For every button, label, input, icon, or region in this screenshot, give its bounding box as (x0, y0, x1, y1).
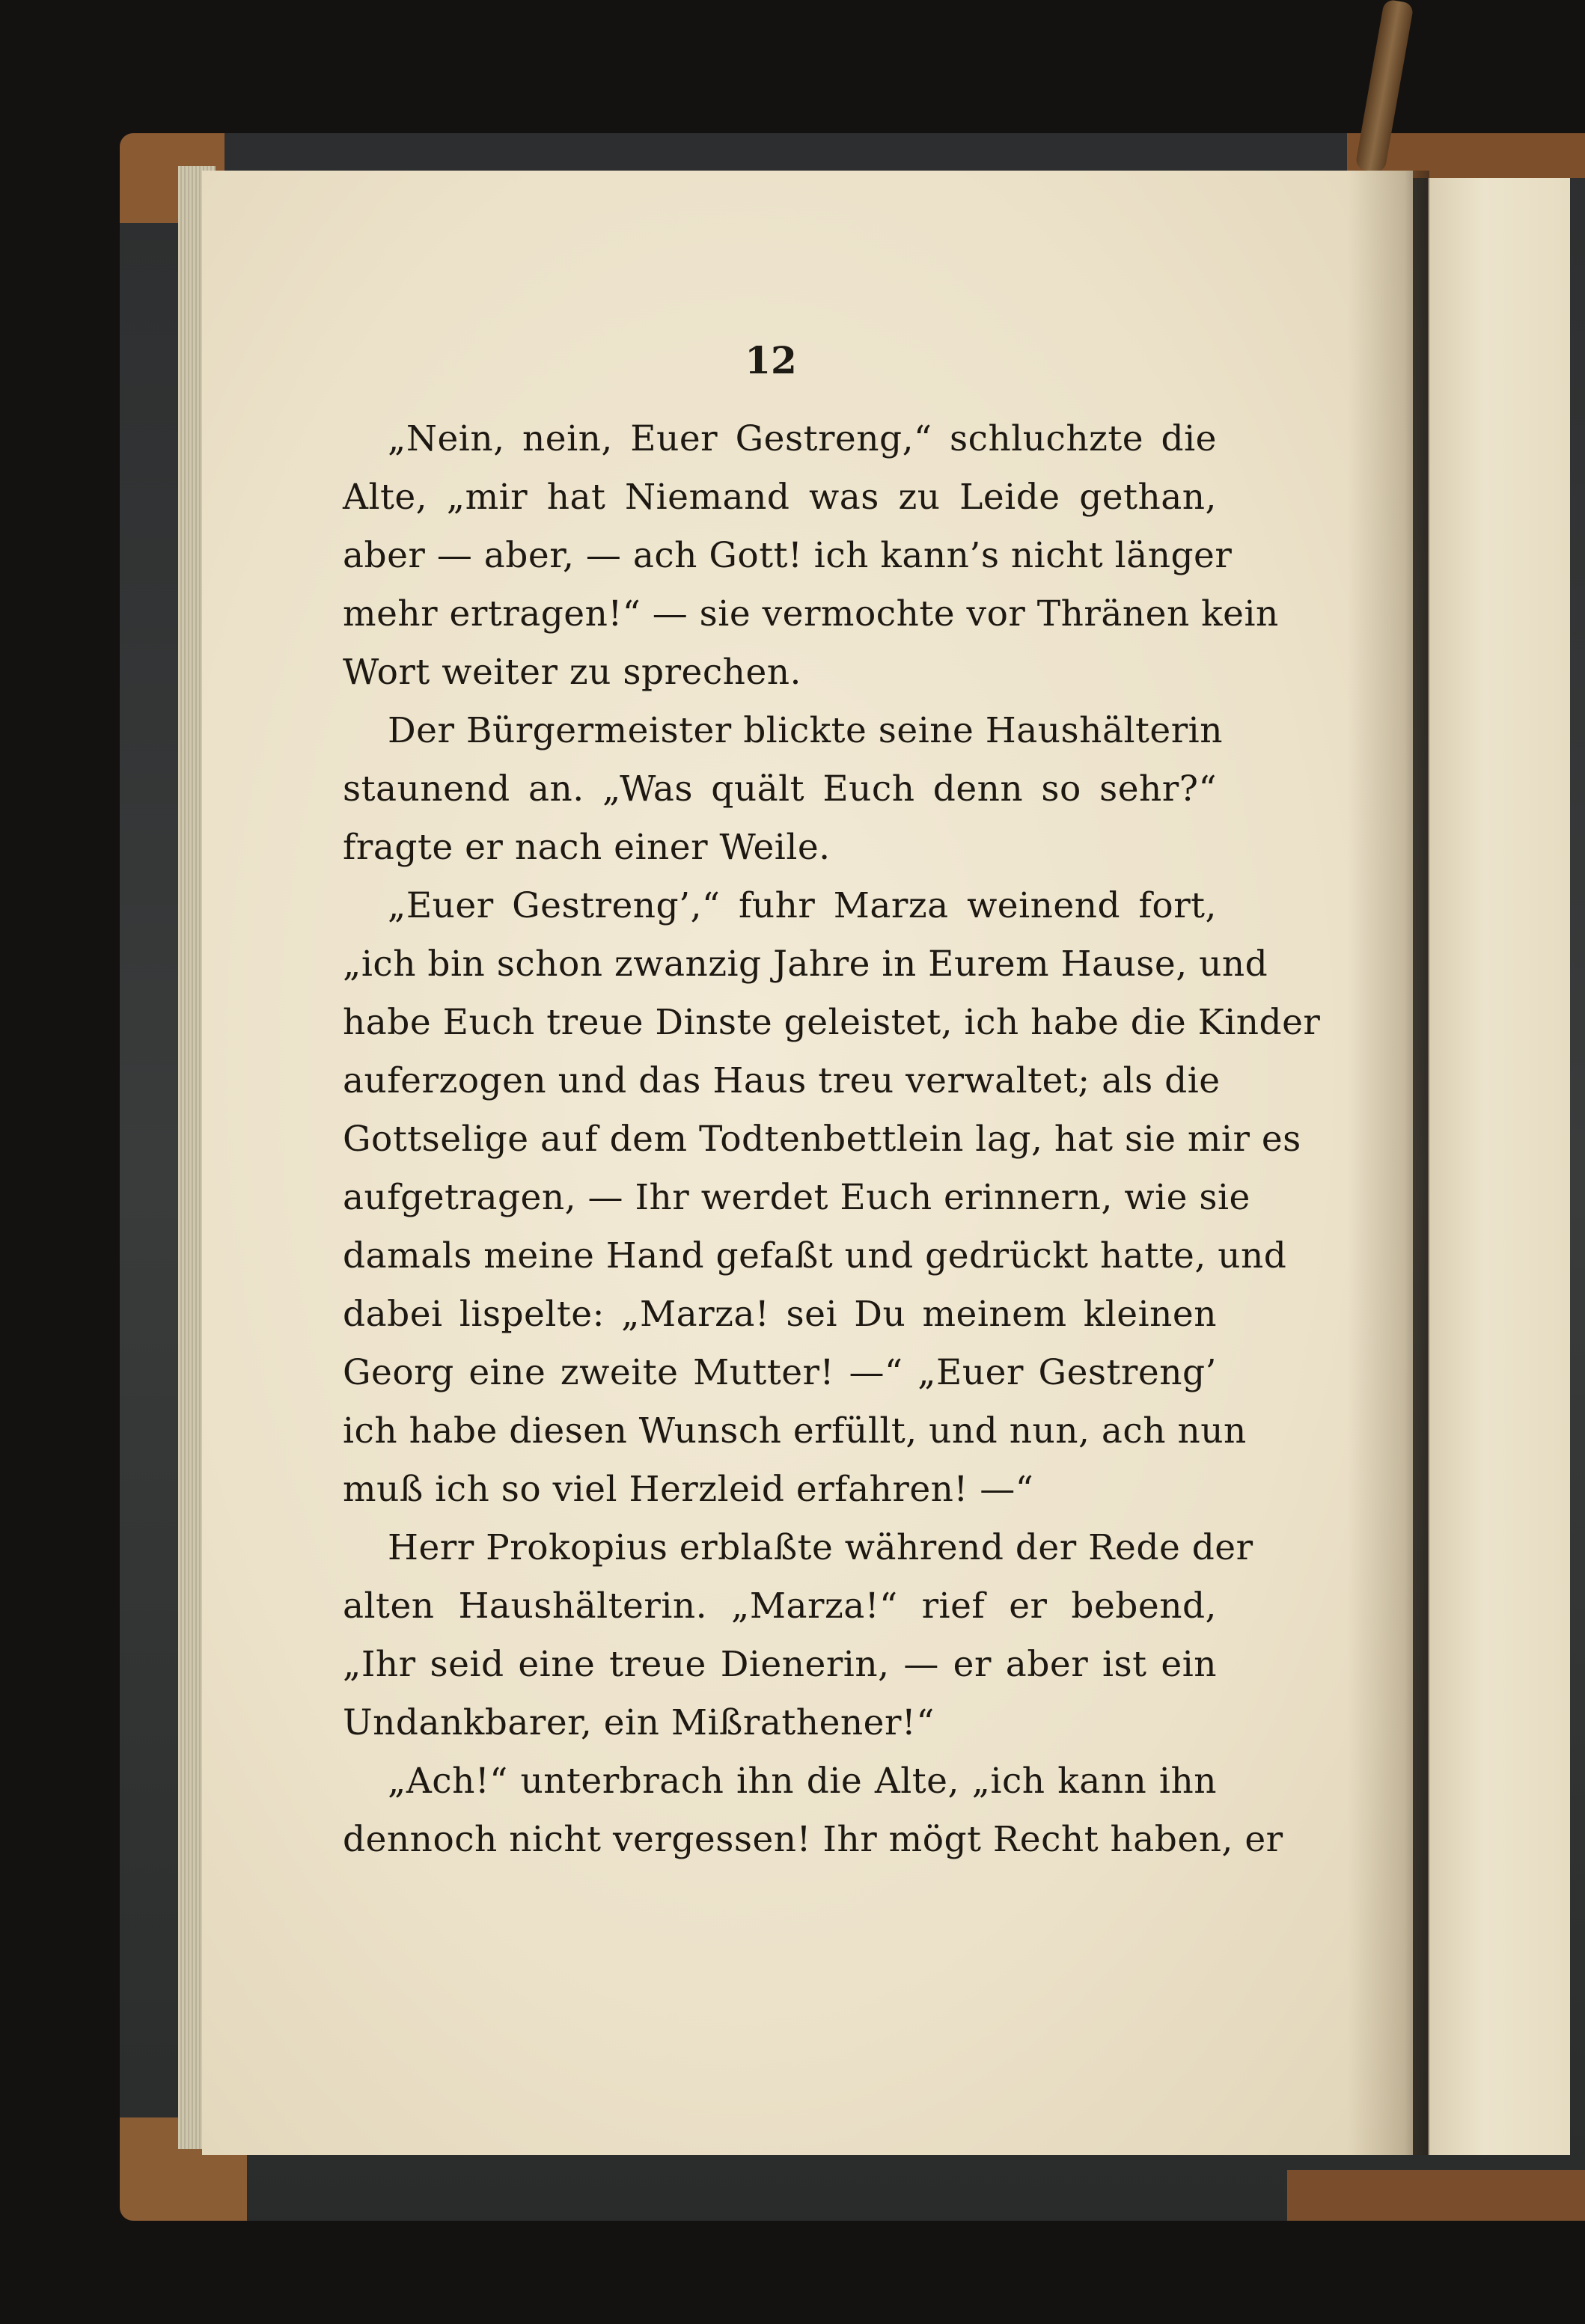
leather-edge-bottom-right (1287, 2170, 1585, 2221)
text-line: aber — aber, — ach Gott! ich kann’s nicht länger (343, 535, 1233, 576)
text-line: staunend an. „Was quält Euch denn so sehr?“ (343, 768, 1217, 810)
text-line: Wort weiter zu sprechen. (343, 652, 801, 693)
text-line: Gottselige auf dem Todtenbettlein lag, hat sie mir es (343, 1119, 1301, 1160)
text-line: Herr Prokopius erblaßte während der Rede der (388, 1527, 1253, 1568)
text-line: mehr ertragen!“ — sie vermochte vor Thränen kein (343, 593, 1279, 634)
text-line: muß ich so viel Herzleid erfahren! —“ (343, 1469, 1034, 1510)
text-line: „Ach!“ unterbrach ihn die Alte, „ich kann ihn (388, 1761, 1217, 1802)
text-line: „Ihr seid eine treue Dienerin, — er aber ist ein (343, 1644, 1217, 1685)
text-line: Georg eine zweite Mutter! —“ „Euer Gestreng’ (343, 1352, 1217, 1393)
text-line: damals meine Hand gefaßt und gedrückt hatte, und (343, 1235, 1287, 1276)
text-line: Undankbarer, ein Mißrathener!“ (343, 1702, 935, 1743)
text-line: auferzogen und das Haus treu verwaltet; als die (343, 1060, 1221, 1101)
text-line: fragte er nach einer Weile. (343, 827, 831, 868)
text-line: Der Bürgermeister blickte seine Haushälterin (388, 710, 1223, 751)
page-text (343, 410, 1321, 1869)
text-line: dennoch nicht vergessen! Ihr mögt Recht haben, er (343, 1819, 1283, 1860)
text-line: Alte, „mir hat Niemand was zu Leide gethan, (343, 477, 1217, 518)
text-line: „ich bin schon zwanzig Jahre in Eurem Hause, und (343, 944, 1268, 985)
text-line: „Nein, nein, Euer Gestreng,“ schluchzte die (388, 418, 1217, 459)
text-line: habe Euch treue Dinste geleistet, ich habe die Kinder (343, 1002, 1321, 1043)
text-line: „Euer Gestreng’,“ fuhr Marza weinend fort, (388, 885, 1217, 926)
page-number: 12 (745, 338, 797, 382)
text-line: alten Haushälterin. „Marza!“ rief er bebend, (343, 1585, 1217, 1627)
text-line: dabei lispelte: „Marza! sei Du meinem kleinen (343, 1294, 1217, 1335)
facing-page (1428, 178, 1570, 2155)
text-line: ich habe diesen Wunsch erfüllt, und nun, ach nun (343, 1410, 1247, 1452)
text-line: aufgetragen, — Ihr werdet Euch erinnern, wie sie (343, 1177, 1250, 1218)
page-gutter (1347, 171, 1429, 2155)
